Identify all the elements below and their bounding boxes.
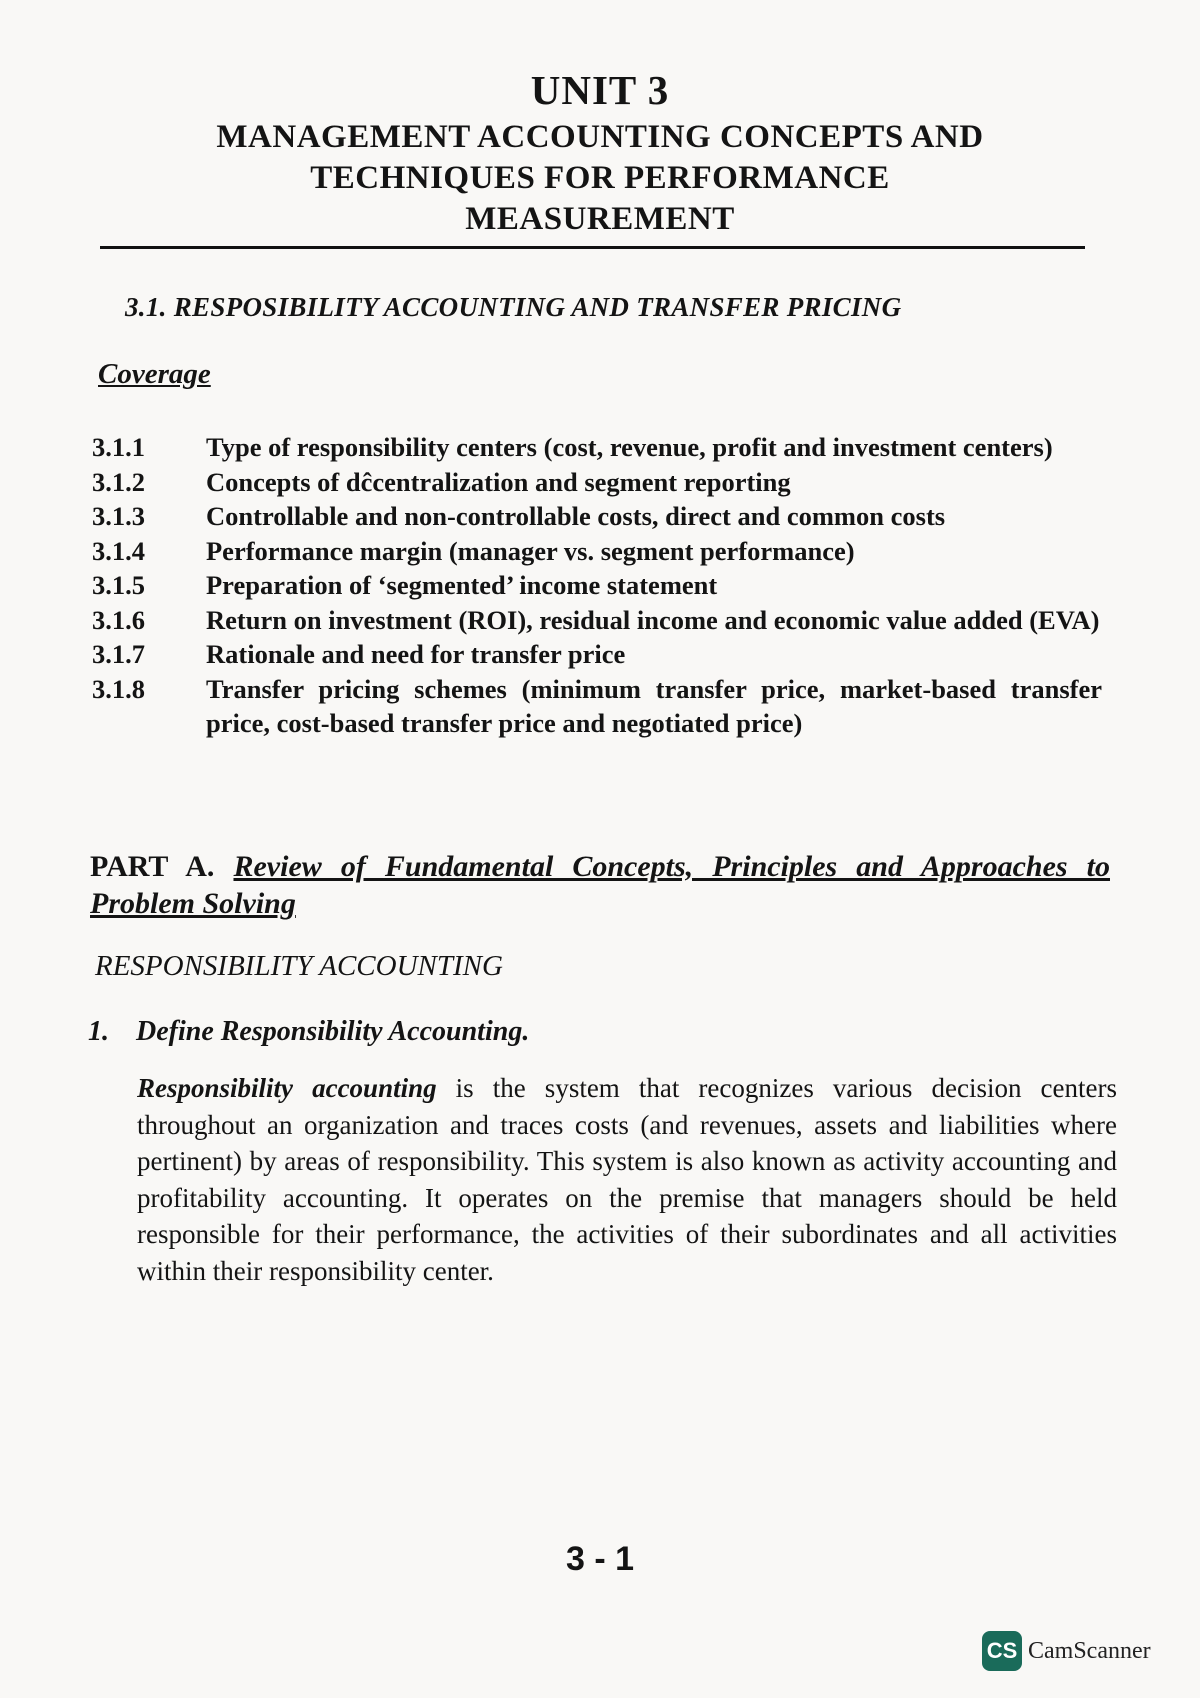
coverage-item-text: Performance margin (manager vs. segment performance)	[206, 535, 855, 566]
coverage-item	[92, 465, 1102, 500]
coverage-item	[92, 534, 1102, 569]
part-a-title: Review of Fundamental Concepts, Principles and Approaches to Problem Solving	[90, 850, 1110, 920]
coverage-item-number: 3.1.4	[92, 535, 145, 566]
coverage-item-number: 3.1.5	[92, 570, 145, 600]
question-number: 1.	[88, 1016, 109, 1047]
coverage-item	[92, 430, 1102, 465]
page-title	[130, 117, 1070, 240]
coverage-item-number: 3.1.7	[92, 639, 145, 669]
responsibility-heading: RESPONSIBILITY ACCOUNTING	[95, 950, 503, 982]
camscanner-logo-icon: CS	[982, 1631, 1022, 1671]
title-line: TECHNIQUES FOR PERFORMANCE	[310, 160, 890, 196]
title-divider	[100, 246, 1085, 249]
definition-term: Responsibility accounting	[137, 1073, 437, 1103]
page-number: 3 - 1	[565, 1540, 635, 1578]
question-text: Define Responsibility Accounting.	[136, 1016, 530, 1047]
coverage-label: Coverage	[98, 358, 211, 390]
camscanner-watermark	[982, 1631, 1151, 1671]
watermark-text: CamScanner	[1028, 1637, 1151, 1664]
part-a-label: PART A.	[90, 850, 215, 883]
coverage-item	[92, 499, 1102, 534]
coverage-item-number: 3.1.3	[92, 501, 145, 531]
section-heading: 3.1. RESPOSIBILITY ACCOUNTING AND TRANSFER PRICING	[125, 292, 902, 322]
coverage-item-text: Concepts of dĉcentralization and segment reporting	[206, 466, 791, 497]
coverage-item-number: 3.1.1	[92, 432, 145, 462]
coverage-item-number: 3.1.8	[92, 673, 145, 704]
title-line: MANAGEMENT ACCOUNTING CONCEPTS AND	[216, 119, 984, 155]
definition-text: is the system that recognizes various decision centers throughout an organization and traces costs (and revenues, assets and liabilities where pertinent) by areas of responsibility. This system is also known as activity accounting and profitability accounting. It operates on the premise that managers should be held responsible for their performance, the activities of their subordinates and all activities within their responsibility center.	[137, 1073, 1117, 1286]
coverage-item	[92, 568, 1102, 603]
coverage-item-number: 3.1.6	[92, 604, 145, 635]
unit-title: UNIT 3	[530, 67, 670, 113]
coverage-item-number: 3.1.2	[92, 466, 145, 497]
coverage-item-text: Rationale and need for transfer price	[206, 639, 626, 669]
coverage-item	[92, 637, 1102, 672]
coverage-item-text: Return on investment (ROI), residual income and economic value added (EVA)	[206, 604, 1100, 635]
coverage-item-text: Controllable and non-controllable costs, direct and common costs	[206, 501, 946, 531]
coverage-item	[92, 603, 1102, 638]
definition-paragraph	[137, 1070, 1117, 1289]
coverage-item	[92, 672, 1102, 741]
coverage-item-text: Preparation of ‘segmented’ income statement	[206, 570, 718, 600]
coverage-list	[92, 430, 1102, 741]
coverage-item-text: Type of responsibility centers (cost, revenue, profit and investment centers)	[206, 432, 1053, 462]
coverage-item-text: Transfer pricing schemes (minimum transfer price, market-based transfer price, cost-based transfer price and negotiated price)	[206, 673, 1102, 738]
title-line: MEASUREMENT	[465, 201, 735, 237]
question	[88, 1016, 529, 1048]
part-a-heading	[90, 848, 1110, 922]
